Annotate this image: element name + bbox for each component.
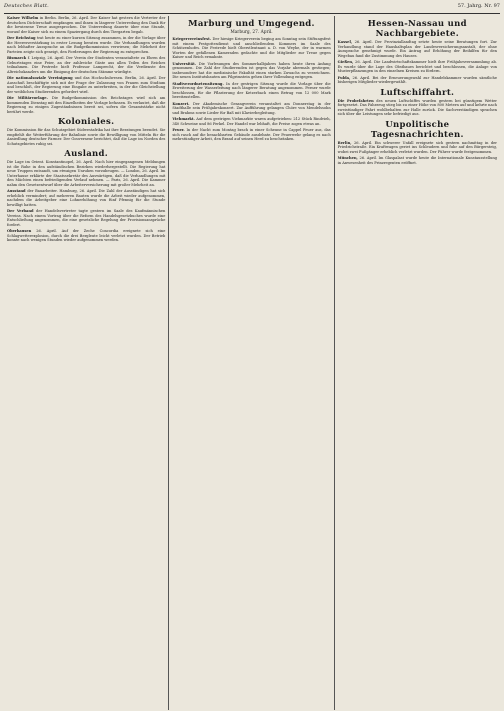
article	[7, 229, 165, 243]
article-body: der Bauarbeiter. Hamburg, 26. April. Die Zahl der Ausständigen hat sich erheblich vermindert; auf mehreren Bauten wurde die Arbeit wieder aufgenommen, nachdem die Arbeitgeber eine Lohnerhöhung von fünf Pfennig für die Stunde bewilligt hatten.	[7, 189, 166, 207]
article-lead: Konzert.	[172, 101, 193, 106]
article	[338, 141, 497, 155]
kolonial-article	[7, 128, 165, 146]
article-lead: Viehmarkt.	[172, 117, 197, 121]
article-body: und das Hochschulwesen. Berlin, 26. April. Der Ausschuß beschäftigte sich mit der Frage der Zulassung von Frauen zum Studium und beschloß, der Regierung eine Eingabe zu unterbreiten, in der die Gleichstellung der weiblichen Studierenden gefordert wird.	[7, 76, 166, 94]
article-lead: Kaiser Wilhelm	[7, 16, 40, 20]
article-lead: Oberhausen	[7, 229, 37, 233]
ausland-text: Die Lage im Orient. Konstantinopel, 26. April. Nach hier eingegangenen Meldungen ist die Ruhe in den aufständischen Bezirken wiederhergestellt. Die Regierung hat neue Truppen entsandt, um etwaigen Unruhen vorzubeugen. — London, 26. April. Im Unterhause erklärte der Staatssekretär des Auswärtigen, daß die Verhandlungen mit den Mächten einen befriedigenden Verlauf nehmen. — Paris, 26. April. Die Kammer nahm den Gesetzentwurf über die Arbeiterversicherung mit großer Mehrheit an.	[7, 160, 166, 187]
section-heading-unfall: Unpolitische Tagesnachrichten.	[370, 119, 464, 140]
article	[7, 36, 165, 54]
article	[172, 102, 330, 116]
article	[172, 62, 330, 80]
article-body: Der Akademische Gesangverein veranstaltet am Donnerstag in der Stadthalle sein Frühjahrskonzert. Zur Aufführung gelangen Chöre von Mendelssohn und Brahms sowie Lieder für Baß mit Klavierbegleitung.	[172, 101, 331, 115]
article-text	[7, 209, 165, 227]
article	[7, 189, 165, 207]
article-body: des neuen Luftschiffes wurden gestern bei günstigem Wetter fortgesetzt. Das Fahrzeug stieg bis zu einer Höhe von 800 Metern auf und kehrte nach zweistündiger Fahrt wohlbehalten zur Halle zurück. Die Sachverständigen sprachen sich über die Leistungen sehr befriedigt aus.	[337, 98, 497, 116]
article	[172, 128, 330, 142]
article-text	[7, 16, 165, 34]
article-lead: Berlin,	[337, 140, 354, 145]
column-right-articles-bottom	[338, 141, 497, 166]
article-body: der Handelsvertreter tagte gestern im Saale des Kaufmännischen Vereins. Nach einem Vortrag über die Reform des Handelsgesetzbuches wurde eine Entschließung angenommen, die eine gesetzliche Regelung der Provisionsansprüche fordert.	[7, 209, 166, 227]
article-body: In der Nacht zum Montag brach in einer Scheune in Cappel Feuer aus, das sich rasch auf die benachbarten Gebäude ausdehnte. Der Feuerwehr gelang es nach mehrstündiger Arbeit, den Brand auf seinen Herd zu beschränken.	[172, 128, 331, 141]
article-lead: Ausstand	[7, 189, 28, 193]
article-body: 26. April. Bei der Erneuerungswahl zur Handelskammer wurden sämtliche bisherigen Mitglieder wiedergewählt.	[337, 75, 497, 84]
article-lead: Bismarck	[7, 56, 28, 60]
article-lead: Fulda,	[337, 75, 353, 80]
article-lead: Die Probefahrten	[337, 98, 377, 103]
article-body: In der gestrigen Sitzung wurde die Vorlage über die Erweiterung der Wasserleitung nach längerer Beratung angenommen. Ferner wurde beschlossen, für die Pflasterung der Ketzerbach einen Betrag von 12 000 Mark bereitzustellen.	[172, 81, 331, 99]
column-middle-articles	[172, 37, 330, 142]
section-heading-marburg: Marburg und Umgegend.	[188, 19, 315, 29]
section-dateline-marburg: Marburg, 27. April.	[230, 30, 273, 35]
article-body: trat heute zu einer kurzen Sitzung zusammen, in der die Vorlage über die Heeresverstärkung in erster Lesung beraten wurde. Die Verhandlungen wurden nach lebhafter Aussprache an die Budgetkommission verwiesen; die Mehrheit der Parteien zeigte sich geneigt, den Forderungen der Regierung zu entsprechen.	[7, 36, 166, 54]
column-left-articles-top	[7, 16, 165, 114]
article-body: in Berlin. Berlin, 26. April. Der Kaiser hat gestern die Vertreter der deutschen Dichterschaft empfangen und ihnen in längerer Unterredung den Dank für die bewiesene Treue ausgesprochen. Die Unterredung dauerte über eine Stunde, worauf der Kaiser sich zu einem Spaziergang durch den Tiergarten begab.	[7, 16, 166, 34]
article-body: 26. April. Im Glaspalast wurde heute die Internationale Kunstausstellung in Anwesenheit des Prinzregenten eröffnet.	[337, 156, 497, 165]
article-text	[7, 56, 165, 74]
section-heading-luft: Luftschiffahrt.	[380, 87, 455, 98]
article	[338, 99, 497, 117]
article-lead: Kassel,	[337, 40, 355, 44]
newspaper-title: Deutsches Blatt.	[4, 3, 49, 9]
article	[7, 56, 165, 74]
article-lead: Stadtverordnetensitzung.	[172, 81, 227, 86]
issue-number: 57. Jahrg. Nr. 97	[457, 3, 500, 9]
article-text	[7, 189, 165, 207]
article-text	[7, 96, 165, 114]
article-text	[338, 40, 497, 58]
article-lead: München,	[337, 156, 360, 160]
article-body: Der hiesige Kriegerverein beging am Sonntag sein Stiftungsfest mit einem Festgottesdienst und anschließendem Kommers im Saale des Schützenhofes. Die Festrede hielt Oberstleutnant a. D. von Weyhe, der in warmen Worten der gefallenen Kameraden gedachte und die Mitglieder zur Treue gegen Kaiser und Reich ermahnte.	[172, 37, 331, 59]
article-lead: Gießen,	[337, 60, 356, 64]
article-body: 26. April. Die Landwirtschaftskammer hielt ihre Frühjahrsversammlung ab. Es wurde über die Lage des Obstbaues berichtet und beschlossen, die Anlage von Musterpflanzungen in den einzelnen Kreisen zu fördern.	[337, 60, 497, 73]
article-body: 26. April. Der Provinziallandtag setzte heute seine Beratungen fort. Zur Verhandlung stand der Haushaltsplan der Landesversicherungsanstalt, der ohne Aussprache genehmigt wurde. Ein Antrag auf Erhöhung der Beihilfen für den Wegebau fand die Zustimmung des Hauses.	[337, 40, 497, 58]
column-left-articles-bottom	[7, 189, 165, 243]
article	[338, 40, 497, 58]
article	[338, 60, 497, 74]
section-heading-hessen: Hessen-Nassau und Nachbargebiete.	[367, 19, 467, 39]
column-right-articles-luft	[338, 99, 497, 117]
column-left	[4, 16, 169, 710]
article	[7, 209, 165, 227]
article-text	[338, 99, 497, 117]
article-body: f. Leipzig, 26. April. Der Verein der Studenten veranstaltete zu Ehren des Geburtstages eine Feier, an der zahlreiche Gäste aus allen Teilen des Reiches teilnahmen. Die Festrede hielt Professor Lamprecht, der die Verdienste des Altreichskanzlers um die Einigung der deutschen Stämme würdigte.	[7, 56, 166, 74]
columns	[4, 16, 500, 710]
article-lead: Die Militärvorlage.	[7, 96, 52, 100]
article-lead: Kriegervereinsfest.	[172, 37, 213, 41]
article-text	[172, 62, 330, 80]
kolonial-text: Die Kommission für das Schutzgebiet Südwestafrika hat ihre Beratungen beendet. Sie empfiehlt die Weiterführung der Bahnlinie sowie die Bewilligung von Mitteln für die Ansiedlung deutscher Farmer. Der Gouverneur berichtet, daß die Lage im Norden des Schutzgebietes ruhig sei.	[7, 128, 166, 146]
article-body: 26. April. Ein schwerer Unfall ereignete sich gestern nachmittag in der Friedrichstraße. Ein Kraftwagen geriet ins Schleudern und fuhr auf den Bürgersteig, wobei zwei Fußgänger erheblich verletzt wurden. Der Führer wurde festgenommen.	[337, 140, 497, 154]
article-lead: Die nationalsoziale Vereinigung	[7, 76, 75, 80]
article-text	[172, 102, 330, 116]
section-heading-kolonial: Koloniales.	[57, 117, 115, 127]
article-lead: Universität.	[172, 61, 199, 66]
article-lead: Der Verband	[7, 209, 37, 213]
article	[172, 117, 330, 126]
article	[7, 96, 165, 114]
article-text	[7, 76, 165, 94]
article-text	[7, 229, 165, 243]
article-text	[7, 36, 165, 54]
article	[338, 76, 497, 85]
section-heading-ausland: Ausland.	[64, 149, 109, 159]
article-text	[172, 37, 330, 60]
page-header	[4, 3, 500, 14]
column-middle	[169, 16, 334, 710]
article-text	[338, 141, 497, 155]
article-text	[172, 82, 330, 100]
article-body: Die Vorlesungen des Sommerhalbjahres haben heute ihren Anfang genommen. Die Zahl der Studierenden ist gegen das Vorjahr abermals gestiegen; insbesondere hat die medizinische Fakultät einen starken Zuwachs zu verzeichnen. Die neuen Institutsbauten am Pilgrimstein gehen ihrer Vollendung entgegen.	[172, 61, 331, 79]
column-right-articles-mid	[338, 40, 497, 85]
article	[172, 37, 330, 60]
article	[338, 156, 497, 165]
article	[7, 76, 165, 94]
article-text	[338, 60, 497, 74]
article-body: 26. April. Auf der Zeche Concordia ereignete sich eine Schlagwetterexplosion, durch die drei Bergleute leicht verletzt wurden. Der Betrieb konnte nach wenigen Stunden wieder aufgenommen werden.	[7, 229, 166, 242]
column-right	[335, 16, 500, 710]
article	[7, 16, 165, 34]
article-text	[172, 128, 330, 142]
article-lead: Der Reichstag	[7, 36, 37, 40]
article-lead: Feuer.	[172, 128, 187, 132]
article	[172, 82, 330, 100]
article-body: Auf dem gestrigen Viehmarkte waren aufgetrieben: 212 Stück Rindvieh, 340 Schweine und 86 Ferkel. Der Handel war lebhaft, die Preise zogen etwas an.	[172, 117, 331, 126]
ausland-article	[7, 160, 165, 187]
article-text	[338, 156, 497, 165]
article-body: Die Budgetkommission des Reichstages wird sich am kommenden Dienstag mit den Einzelheiten der Vorlage befassen. Es verlautet, daß die Regierung zu einigen Zugeständnissen bereit sei, sofern die Gesamtstärke nicht berührt werde.	[7, 96, 166, 114]
article-text	[172, 117, 330, 126]
article-text	[338, 76, 497, 85]
